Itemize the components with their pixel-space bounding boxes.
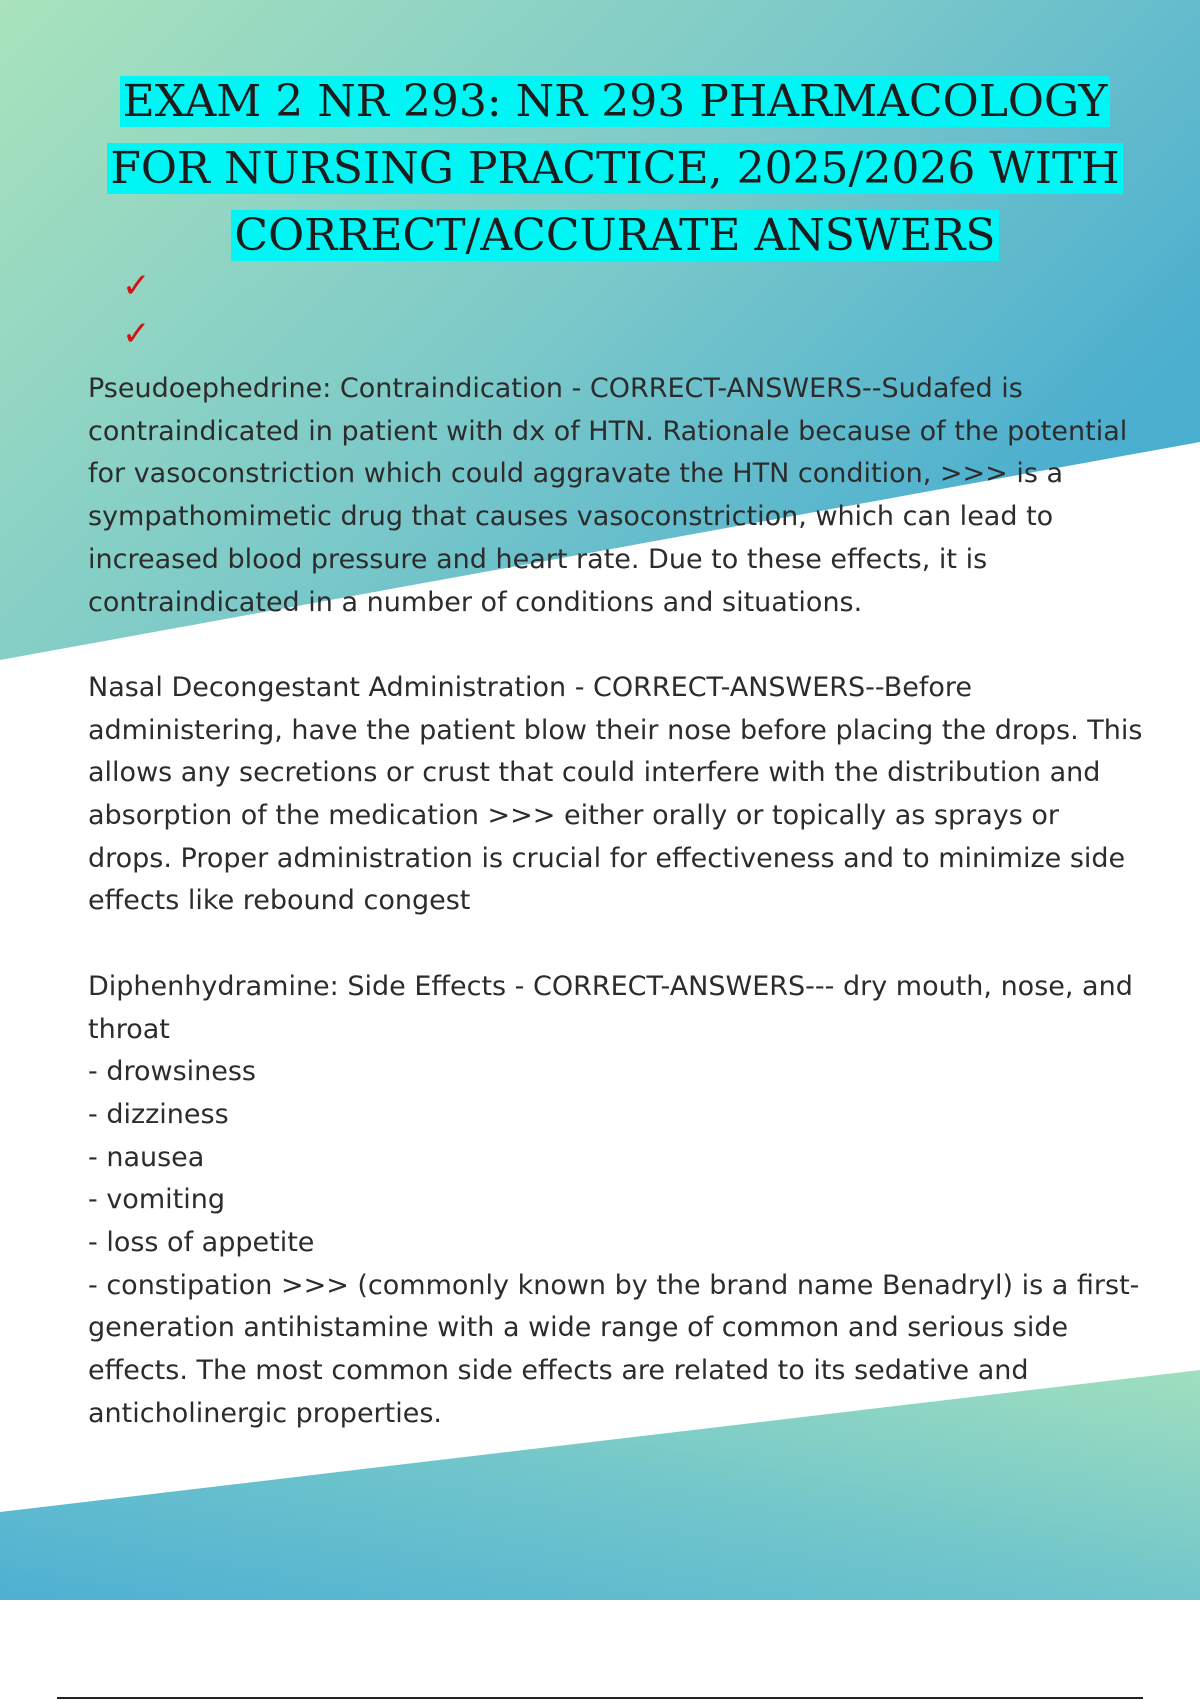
qa-item-pseudoephedrine: Pseudoephedrine: Contraindication - CORRECT-ANSWERS--Sudafed is contraindicated in patient with dx of HTN. Rationale because of the potential for vasoconstriction which could aggravate the HTN condition, >>> is a sympathomimetic drug that causes vasoconstriction, which can lead to increased blood pressure and heart rate. Due to these effects, it is contraindicated in a number of conditions and situations. — [88, 373, 1136, 618]
qa-content — [88, 368, 1152, 1478]
footer-divider — [57, 1697, 1143, 1699]
checkmark-icon: ✓ — [122, 266, 151, 306]
title-line-1: EXAM 2 NR 293: NR 293 PHARMACOLOGY — [120, 76, 1111, 127]
title-line-2: FOR NURSING PRACTICE, 2025/2026 WITH — [107, 143, 1122, 194]
checkmarks — [122, 262, 151, 358]
checkmark-icon: ✓ — [122, 314, 151, 354]
title-line-3: CORRECT/ACCURATE ANSWERS — [231, 210, 998, 261]
qa-item-diphenhydramine: Diphenhydramine: Side Effects - CORRECT-ANSWERS--- dry mouth, nose, and throat - drowsiness - dizziness - nausea - vomiting - loss of appetite - constipation >>> (commonly known by the brand name Benadryl) is a first-generation antihistamine with a wide range of common and serious side effects. The most common side effects are related to its sedative and anticholinergic properties. — [88, 970, 1140, 1429]
document-title — [60, 68, 1170, 269]
qa-item-nasal-decongestant: Nasal Decongestant Administration - CORRECT-ANSWERS--Before administering, have the patient blow their nose before placing the drops. This allows any secretions or crust that could interfere with the distribution and absorption of the medication >>> either orally or topically as sprays or drops. Proper administration is crucial for effectiveness and to minimize side effects like rebound congest — [88, 671, 1152, 917]
